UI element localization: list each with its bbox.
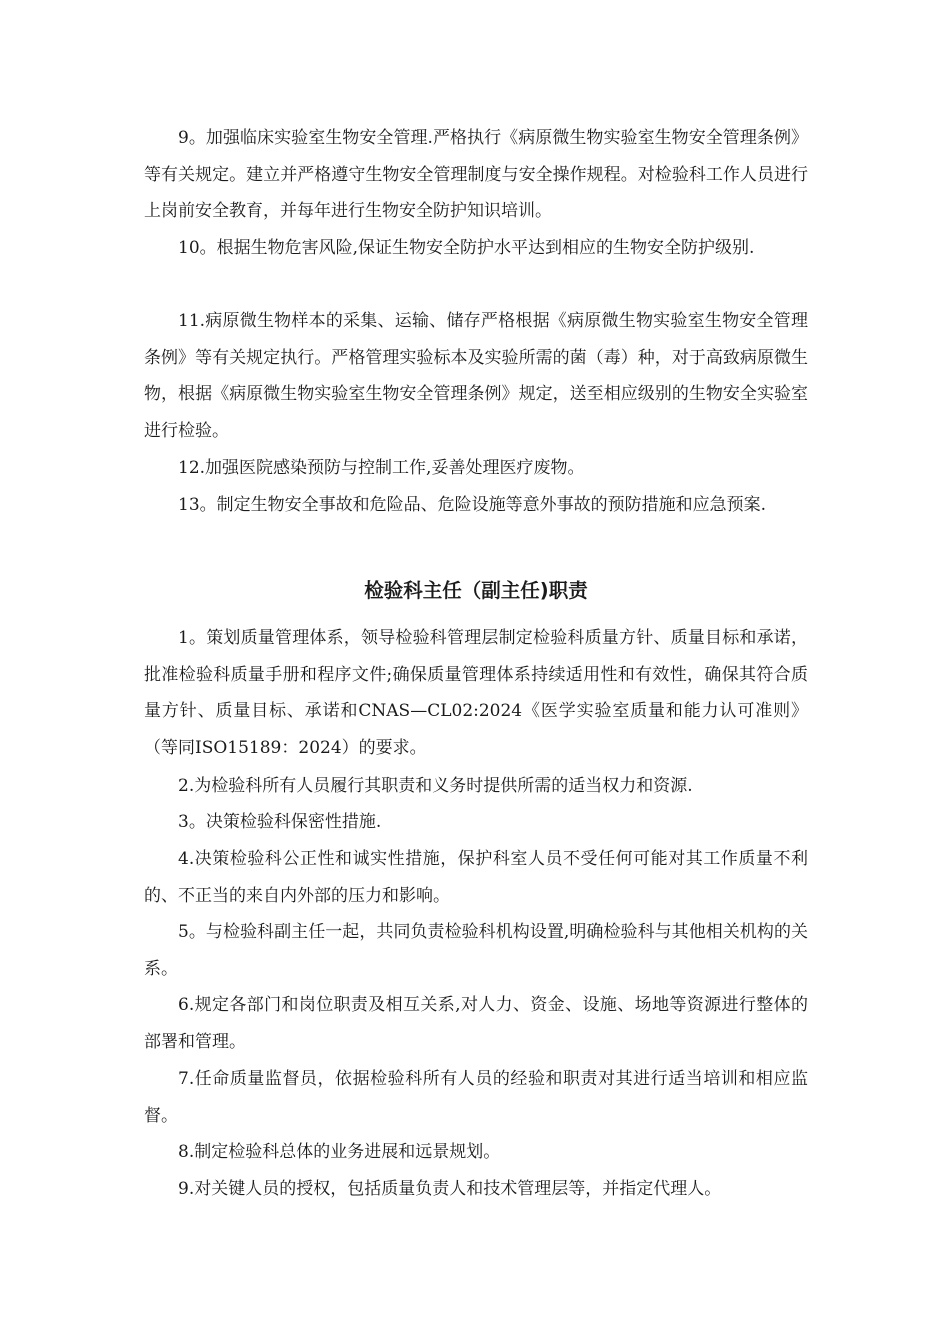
paragraph-item-12: 12.加强医院感染预防与控制工作,妥善处理医疗废物。 [178,458,585,478]
paragraph-item-13: 13。制定生物安全事故和危险品、危险设施等意外事故的预防措施和应急预案. [178,495,767,515]
paragraph-item-9: 9。加强临床实验室生物安全管理.严格执行《病原微生物实验室生物安全管理条例》等有关规定。建立并严格遵守生物安全管理制度与安全操作规程。对检验科工作人员进行上岗前安全教育，并每年进行生物安全防护知识培训。 [144,128,808,221]
section-title: 检验科主任（副主任)职责 [364,579,588,602]
duty-item-3: 3。决策检验科保密性措施. [178,812,382,832]
duty-item-4: 4.决策检验科公正性和诚实性措施，保护科室人员不受任何可能对其工作质量不利的、不正当的来自内外部的压力和影响。 [144,849,808,906]
duty-item-5: 5。与检验科副主任一起，共同负责检验科机构设置,明确检验科与其他相关机构的关系。 [144,922,808,979]
duty-item-6: 6.规定各部门和岗位职责及相互关系,对人力、资金、设施、场地等资源进行整体的部署和管理。 [144,995,808,1052]
paragraph-item-10: 10。根据生物危害风险,保证生物安全防护水平达到相应的生物安全防护级别. [178,238,755,258]
duty-item-1: 1。策划质量管理体系，领导检验科管理层制定检验科质量方针、质量目标和承诺，批准检验科质量手册和程序文件;确保质量管理体系持续适用性和有效性，确保其符合质量方针、质量目标、承诺和CNAS—CL02:2024《医学实验室质量和能力认可准则》（等同ISO15189：2024）的要求。 [144,628,808,758]
duty-item-9: 9.对关键人员的授权，包括质量负责人和技术管理层等，并指定代理人。 [178,1179,722,1199]
duty-item-8: 8.制定检验科总体的业务进展和远景规划。 [178,1142,501,1162]
paragraph-item-11: 11.病原微生物样本的采集、运输、储存严格根据《病原微生物实验室生物安全管理条例》等有关规定执行。严格管理实验标本及实验所需的菌（毒）种，对于高致病原微生物，根据《病原微生物实验室生物安全管理条例》规定，送至相应级别的生物安全实验室进行检验。 [144,311,808,441]
duty-item-7: 7.任命质量监督员，依据检验科所有人员的经验和职责对其进行适当培训和相应监督。 [144,1069,808,1126]
duty-item-2: 2.为检验科所有人员履行其职责和义务时提供所需的适当权力和资源. [178,776,693,796]
